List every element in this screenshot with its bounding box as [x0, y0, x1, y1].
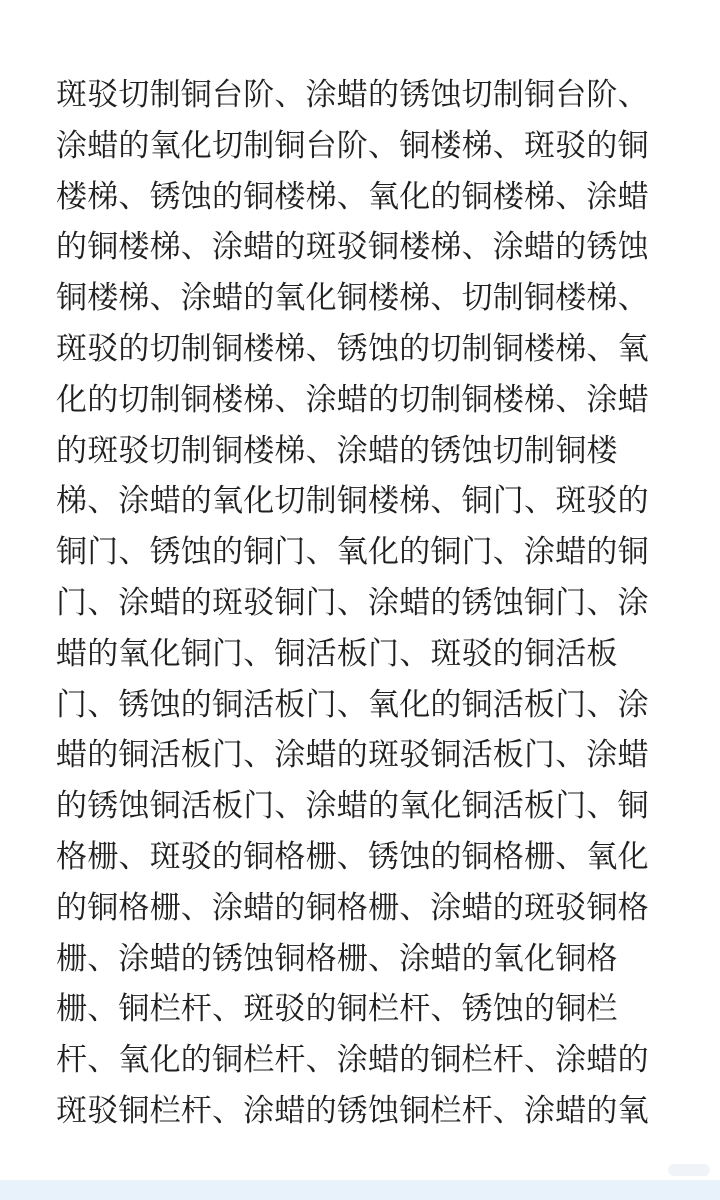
document-body — [56, 70, 668, 1137]
text-line: 的铜楼梯、涂蜡的斑驳铜楼梯、涂蜡的锈蚀 — [56, 229, 649, 266]
text-line: 杆、氧化的铜栏杆、涂蜡的铜栏杆、涂蜡的 — [56, 1042, 649, 1079]
text-line: 斑驳切制铜台阶、涂蜡的锈蚀切制铜台阶、 — [56, 77, 649, 113]
text-line: 栅、涂蜡的锈蚀铜格栅、涂蜡的氧化铜格 — [56, 940, 618, 977]
text-line: 蜡的铜活板门、涂蜡的斑驳铜活板门、涂蜡 — [56, 737, 649, 774]
text-line: 门、涂蜡的斑驳铜门、涂蜡的锈蚀铜门、涂 — [56, 584, 649, 621]
text-line: 的斑驳切制铜楼梯、涂蜡的锈蚀切制铜楼 — [56, 432, 618, 469]
text-line: 格栅、斑驳的铜格栅、锈蚀的铜格栅、氧化 — [56, 838, 649, 875]
text-line: 铜门、锈蚀的铜门、氧化的铜门、涂蜡的铜 — [56, 534, 649, 571]
text-line: 斑驳的切制铜楼梯、锈蚀的切制铜楼梯、氧 — [56, 330, 649, 367]
text-line: 涂蜡的氧化切制铜台阶、铜楼梯、斑驳的铜 — [56, 127, 649, 164]
text-line: 铜楼梯、涂蜡的氧化铜楼梯、切制铜楼梯、 — [56, 280, 649, 317]
text-line: 栅、铜栏杆、斑驳的铜栏杆、锈蚀的铜栏 — [56, 991, 618, 1028]
text-line: 蜡的氧化铜门、铜活板门、斑驳的铜活板 — [56, 635, 618, 672]
text-line: 楼梯、锈蚀的铜楼梯、氧化的铜楼梯、涂蜡 — [56, 178, 649, 215]
text-line: 斑驳铜栏杆、涂蜡的锈蚀铜栏杆、涂蜡的氧 — [56, 1092, 649, 1129]
text-line: 化的切制铜楼梯、涂蜡的切制铜楼梯、涂蜡 — [56, 381, 649, 418]
text-line: 的锈蚀铜活板门、涂蜡的氧化铜活板门、铜 — [56, 788, 649, 825]
watermark — [668, 1164, 710, 1176]
text-line: 的铜格栅、涂蜡的铜格栅、涂蜡的斑驳铜格 — [56, 889, 649, 926]
bottom-strip — [0, 1180, 720, 1200]
text-line: 门、锈蚀的铜活板门、氧化的铜活板门、涂 — [56, 686, 649, 723]
text-line: 梯、涂蜡的氧化切制铜楼梯、铜门、斑驳的 — [56, 483, 649, 520]
